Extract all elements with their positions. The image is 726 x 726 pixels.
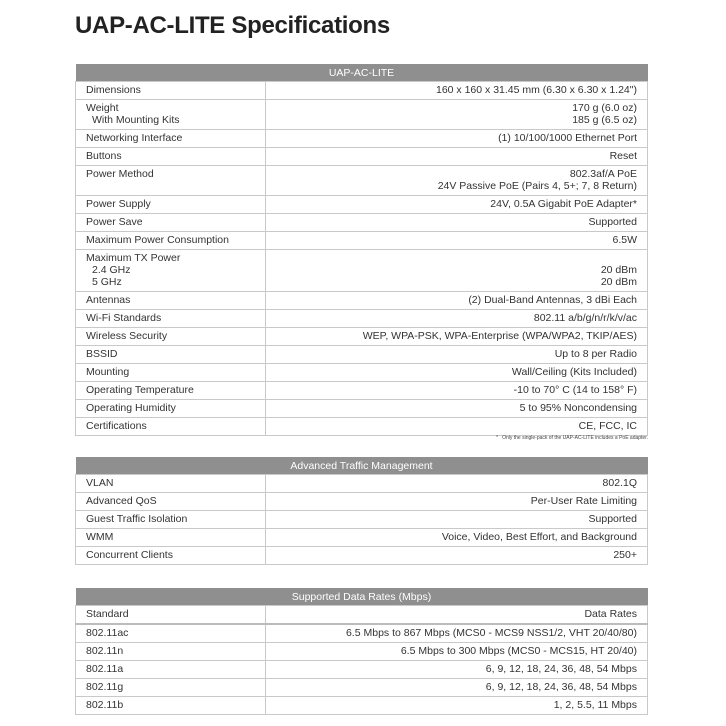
spec-label	[76, 661, 266, 679]
spec-value	[266, 82, 648, 100]
spec-value-line: 6.5 Mbps to 867 Mbps (MCS0 - MCS9 NSS1/2, VHT 20/40/80)	[345, 627, 637, 639]
spec-value	[266, 250, 648, 292]
spec-value	[266, 400, 648, 418]
spec-label	[76, 310, 266, 328]
spec-value	[266, 643, 648, 661]
spec-label-line: Dimensions	[86, 84, 141, 96]
spec-value	[266, 130, 648, 148]
spec-label-line: WMM	[86, 531, 114, 543]
spec-label-line: Operating Temperature	[86, 384, 194, 396]
table-row	[76, 493, 648, 511]
spec-value-line: 802.1Q	[602, 477, 637, 489]
table-row	[76, 214, 648, 232]
spec-value-line: Wall/Ceiling (Kits Included)	[511, 366, 637, 378]
spec-label	[76, 643, 266, 661]
spec-label	[76, 82, 266, 100]
table-row	[76, 148, 648, 166]
spec-value-line: 160 x 160 x 31.45 mm (6.30 x 6.30 x 1.24")	[435, 84, 637, 96]
table-row	[76, 643, 648, 661]
spec-label-line: 2.4 GHz	[92, 264, 131, 276]
spec-label	[76, 493, 266, 511]
spec-label	[76, 166, 266, 196]
table-row	[76, 624, 648, 643]
spec-value	[266, 364, 648, 382]
spec-value-line: 170 g (6.0 oz)	[572, 102, 637, 114]
spec-label	[76, 214, 266, 232]
spec-label	[76, 364, 266, 382]
spec-label	[76, 148, 266, 166]
table-row	[76, 661, 648, 679]
table-row	[76, 130, 648, 148]
table-row	[76, 292, 648, 310]
spec-value	[266, 382, 648, 400]
spec-value-line: 6, 9, 12, 18, 24, 36, 48, 54 Mbps	[485, 663, 637, 675]
table-row	[76, 529, 648, 547]
table-row	[76, 82, 648, 100]
spec-label-line: Certifications	[86, 420, 147, 432]
spec-value	[266, 493, 648, 511]
spec-value-line: 6.5W	[612, 234, 637, 246]
spec-value-line: Up to 8 per Radio	[554, 348, 637, 360]
spec-value	[266, 100, 648, 130]
spec-value-line: Supported	[588, 216, 637, 228]
spec-value-line: Voice, Video, Best Effort, and Background	[441, 531, 637, 543]
spec-label	[76, 418, 266, 436]
table-row	[76, 475, 648, 493]
spec-value-line: WEP, WPA-PSK, WPA-Enterprise (WPA/WPA2, TKIP/AES)	[362, 330, 637, 342]
data-rates-header: Supported Data Rates (Mbps)	[76, 588, 648, 606]
spec-value-line: 6, 9, 12, 18, 24, 36, 48, 54 Mbps	[485, 681, 637, 693]
spec-label	[76, 529, 266, 547]
spec-label-line: Mounting	[86, 366, 130, 378]
spec-label-line: 5 GHz	[92, 276, 122, 288]
spec-value	[266, 475, 648, 493]
footnote	[75, 435, 648, 441]
spec-label-line: 802.11a	[86, 663, 124, 675]
table-row	[76, 511, 648, 529]
spec-value	[266, 148, 648, 166]
spec-value	[266, 346, 648, 364]
spec-value	[266, 661, 648, 679]
spec-value-line: 802.11 a/b/g/n/r/k/v/ac	[533, 312, 637, 324]
spec-value-line: Reset	[609, 150, 637, 162]
spec-label	[76, 130, 266, 148]
spec-value-line: 802.3af/A PoE	[569, 168, 637, 180]
spec-value-line: 185 g (6.5 oz)	[572, 114, 637, 126]
spec-label	[76, 382, 266, 400]
table-header-row	[76, 457, 648, 475]
spec-value	[266, 547, 648, 565]
spec-value-line: -10 to 70° C (14 to 158° F)	[513, 384, 637, 396]
spec-label	[76, 232, 266, 250]
footnote-text: Only the single-pack of the UAP-AC-LITE includes a PoE adapter.	[502, 435, 648, 441]
traffic-management-header: Advanced Traffic Management	[76, 457, 648, 475]
spec-value	[266, 418, 648, 436]
spec-value	[266, 624, 648, 643]
table-row	[76, 232, 648, 250]
spec-label-line: 802.11b	[86, 699, 124, 711]
traffic-management-table	[75, 457, 648, 565]
table-row	[76, 328, 648, 346]
spec-label	[76, 475, 266, 493]
table-row	[76, 400, 648, 418]
column-header-row	[76, 606, 648, 625]
spec-label	[76, 400, 266, 418]
spec-label	[76, 346, 266, 364]
spec-label-line: Operating Humidity	[86, 402, 176, 414]
spec-value	[266, 511, 648, 529]
table-row	[76, 679, 648, 697]
table-row	[76, 697, 648, 715]
table-header-row	[76, 588, 648, 606]
spec-label-line: Maximum Power Consumption	[86, 234, 229, 246]
spec-value-line: 24V, 0.5A Gigabit PoE Adapter*	[490, 198, 637, 210]
table-row	[76, 547, 648, 565]
table-row	[76, 100, 648, 130]
spec-label-line: Guest Traffic Isolation	[86, 513, 188, 525]
spec-value-line: (2) Dual-Band Antennas, 3 dBi Each	[468, 294, 637, 306]
spec-label-line: With Mounting Kits	[92, 114, 180, 126]
spec-label	[76, 328, 266, 346]
table-row	[76, 310, 648, 328]
spec-label-line: Wi-Fi Standards	[86, 312, 162, 324]
spec-label-line: Power Save	[86, 216, 143, 228]
spec-label-line: Concurrent Clients	[86, 549, 173, 561]
table-row	[76, 418, 648, 436]
spec-label	[76, 511, 266, 529]
table-row	[76, 250, 648, 292]
spec-label	[76, 679, 266, 697]
spec-label	[76, 100, 266, 130]
spec-label	[76, 196, 266, 214]
spec-label-line: Power Method	[86, 168, 154, 180]
table-header-row	[76, 64, 648, 82]
spec-value	[266, 679, 648, 697]
table-row	[76, 166, 648, 196]
spec-value-line: Per-User Rate Limiting	[530, 495, 637, 507]
table-row	[76, 382, 648, 400]
spec-label-line: Antennas	[86, 294, 131, 306]
spec-label	[76, 697, 266, 715]
column-header-data-rates: Data Rates	[266, 606, 648, 625]
spec-value	[266, 232, 648, 250]
spec-value-line: 250+	[613, 549, 637, 561]
spec-label-line: 802.11g	[86, 681, 124, 693]
spec-value-line: 20 dBm	[600, 276, 637, 288]
spec-label-line: 802.11n	[86, 645, 124, 657]
spec-value-line: (1) 10/100/1000 Ethernet Port	[498, 132, 637, 144]
table-row	[76, 196, 648, 214]
data-rates-table	[75, 588, 648, 715]
spec-value-line	[276, 252, 637, 264]
spec-label-line: 802.11ac	[86, 627, 129, 639]
spec-value-line: 1, 2, 5.5, 11 Mbps	[553, 699, 637, 711]
spec-label	[76, 547, 266, 565]
spec-value	[266, 328, 648, 346]
spec-value-line: 20 dBm	[600, 264, 637, 276]
page-title: UAP-AC-LITE Specifications	[75, 12, 390, 39]
spec-label	[76, 250, 266, 292]
table-row	[76, 364, 648, 382]
spec-value	[266, 697, 648, 715]
spec-label-line: Advanced QoS	[86, 495, 157, 507]
spec-value-line: 5 to 95% Noncondensing	[519, 402, 637, 414]
spec-label-line: Buttons	[86, 150, 122, 162]
spec-label-line: Weight	[86, 102, 119, 114]
spec-value	[266, 529, 648, 547]
table-row	[76, 346, 648, 364]
spec-label	[76, 624, 266, 643]
spec-value-line: 24V Passive PoE (Pairs 4, 5+; 7, 8 Return)	[437, 180, 637, 192]
spec-value	[266, 214, 648, 232]
footnote-mark: *	[496, 435, 499, 441]
spec-value	[266, 292, 648, 310]
specifications-table	[75, 64, 648, 436]
specifications-header: UAP-AC-LITE	[76, 64, 648, 82]
spec-value-line: CE, FCC, IC	[578, 420, 637, 432]
spec-label-line: Networking Interface	[86, 132, 183, 144]
spec-value	[266, 196, 648, 214]
column-header-standard: Standard	[76, 606, 266, 625]
spec-value-line: Supported	[588, 513, 637, 525]
spec-label-line: Maximum TX Power	[86, 252, 181, 264]
spec-label-line: BSSID	[86, 348, 118, 360]
spec-value-line: 6.5 Mbps to 300 Mbps (MCS0 - MCS15, HT 20/40)	[400, 645, 637, 657]
spec-label	[76, 292, 266, 310]
spec-label-line: VLAN	[86, 477, 114, 489]
spec-label-line: Power Supply	[86, 198, 151, 210]
spec-label-line: Wireless Security	[86, 330, 168, 342]
spec-value	[266, 166, 648, 196]
spec-value	[266, 310, 648, 328]
